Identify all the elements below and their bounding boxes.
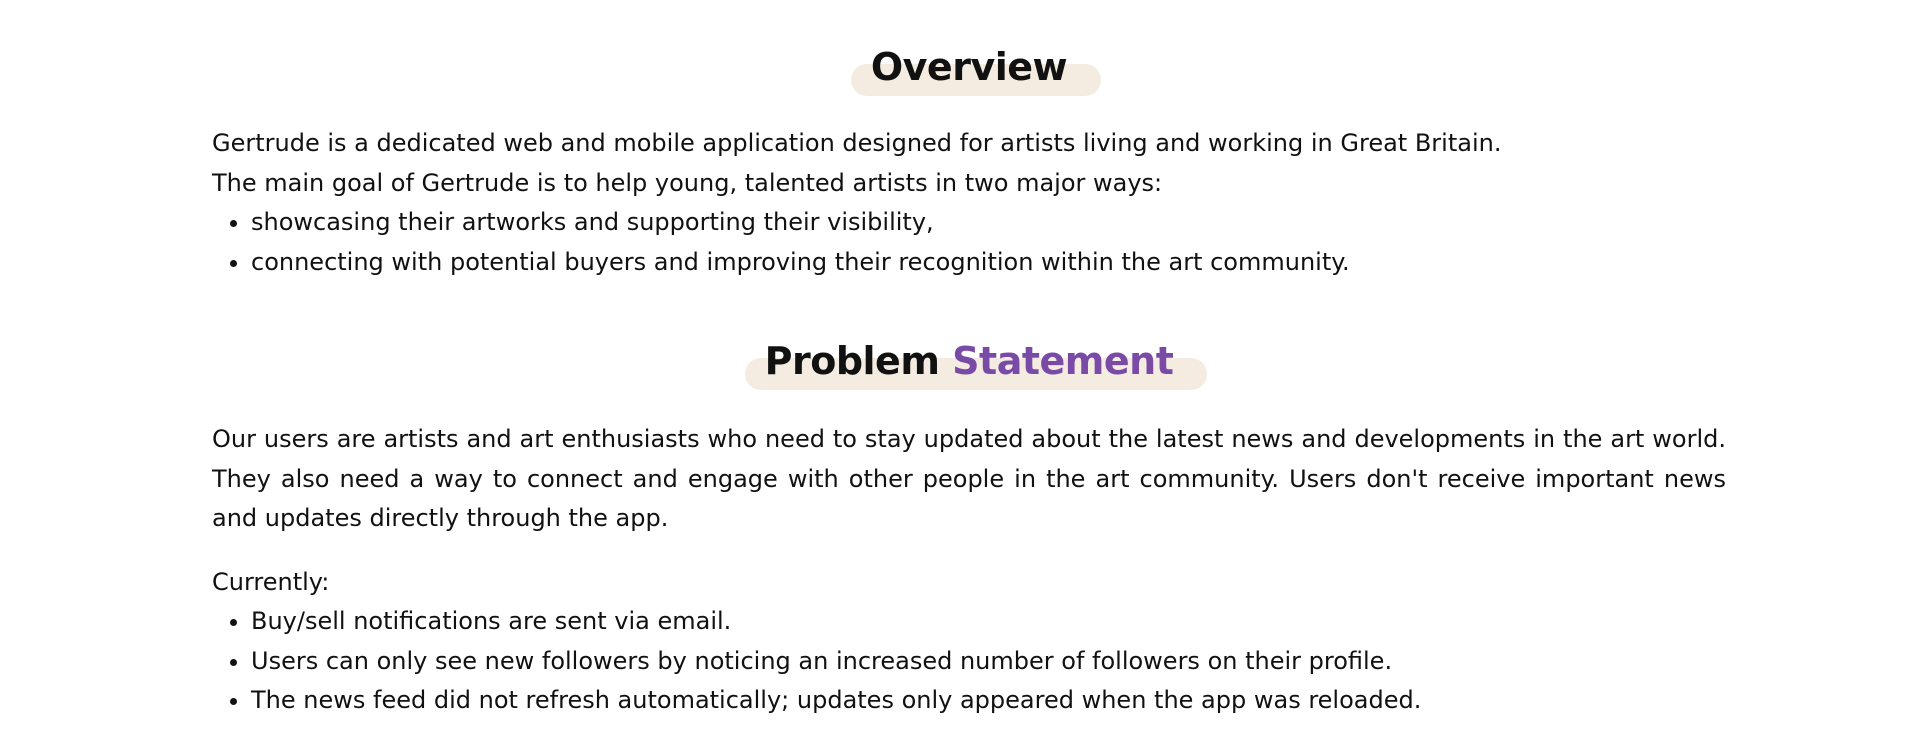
- problem-statement-heading: [212, 338, 1726, 384]
- overview-bullet-item: • connecting with potential buyers and improving their recognition within the art community.: [251, 243, 1726, 283]
- overview-body: [212, 124, 1726, 282]
- overview-heading-text: Overview: [870, 45, 1068, 89]
- overview-paragraph: Gertrude is a dedicated web and mobile application designed for artists living and working in Great Britain.: [212, 129, 1502, 157]
- overview-bullet-list: [212, 203, 1726, 282]
- problem-statement-heading-wrap: [765, 338, 1174, 384]
- problem-statement-bullet-item: • Users can only see new followers by noticing an increased number of followers on their profile.: [251, 642, 1726, 682]
- problem-statement-section-heading: [212, 338, 1726, 384]
- overview-heading-wrap: [871, 44, 1067, 90]
- overview-bullet-item: • showcasing their artworks and supporting their visibility,: [251, 203, 1726, 243]
- paragraph-spacer: [212, 539, 1726, 563]
- currently-label: Currently:: [212, 567, 330, 596]
- overview-paragraph: The main goal of Gertrude is to help young, talented artists in two major ways:: [212, 168, 1163, 197]
- overview-section-heading: [212, 44, 1726, 90]
- problem-statement-bullet-item: • Buy/sell notifications are sent via email.: [251, 602, 1726, 642]
- problem-statement-bullet-list: [212, 602, 1726, 721]
- problem-statement-heading-text: [765, 339, 1174, 383]
- statement-heading-word: Statement: [952, 339, 1174, 383]
- problem-statement-paragraph: Our users are artists and art enthusiasts who need to stay updated about the latest news and developments in the art world. They also need a way to connect and engage with other people in the art community. Users don't receive important news and updates directly through the app.: [212, 425, 1726, 532]
- problem-heading-word: Problem: [764, 339, 940, 383]
- problem-statement-bullet-item: • The news feed did not refresh automatically; updates only appeared when the app was reloaded.: [251, 681, 1726, 721]
- problem-statement-body: [212, 420, 1726, 721]
- overview-heading: [212, 44, 1726, 90]
